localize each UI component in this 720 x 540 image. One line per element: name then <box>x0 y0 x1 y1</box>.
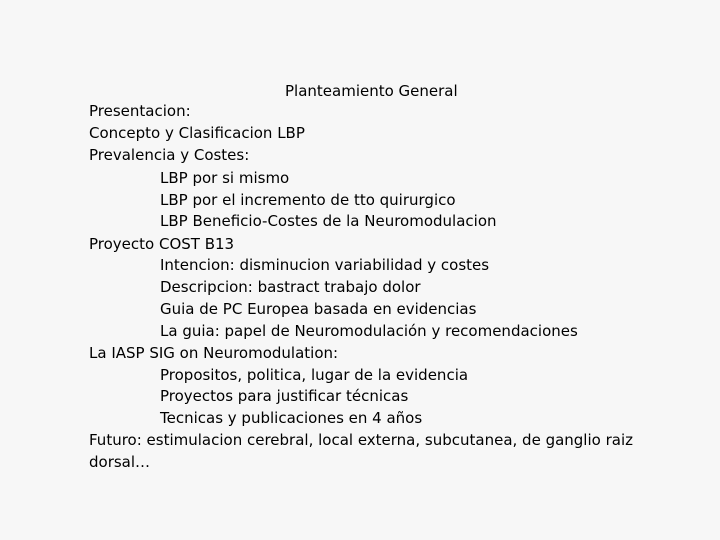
text-line-concepto: Concepto y Clasificacion LBP <box>89 124 305 142</box>
text-line-lbp-beneficio: LBP Beneficio-Costes de la Neuromodulacion <box>160 212 497 230</box>
text-line-tecnicas: Tecnicas y publicaciones en 4 años <box>160 409 423 427</box>
text-line-la-guia: La guia: papel de Neuromodulación y recomendaciones <box>160 322 578 340</box>
text-line-intencion: Intencion: disminucion variabilidad y costes <box>160 256 490 274</box>
text-line-iasp: La IASP SIG on Neuromodulation: <box>89 344 339 362</box>
text-line-propositos: Propositos, politica, lugar de la evidencia <box>160 366 469 384</box>
text-line-lbp-mismo: LBP por si mismo <box>160 169 290 187</box>
text-line-proyectos: Proyectos para justificar técnicas <box>160 387 409 405</box>
text-line-lbp-quirurgico: LBP por el incremento de tto quirurgico <box>160 191 456 209</box>
text-line-futuro: Futuro: estimulacion cerebral, local externa, subcutanea, de ganglio raiz <box>89 431 633 449</box>
text-line-dorsal: dorsal… <box>89 453 151 471</box>
text-line-prevalencia: Prevalencia y Costes: <box>89 146 250 164</box>
slide-title: Planteamiento General <box>285 82 458 100</box>
text-line-presentacion: Presentacion: <box>89 102 191 120</box>
text-line-guia-pc: Guia de PC Europea basada en evidencias <box>160 300 477 318</box>
text-line-proyecto-cost: Proyecto COST B13 <box>89 235 235 253</box>
text-line-descripcion: Descripcion: bastract trabajo dolor <box>160 278 421 296</box>
